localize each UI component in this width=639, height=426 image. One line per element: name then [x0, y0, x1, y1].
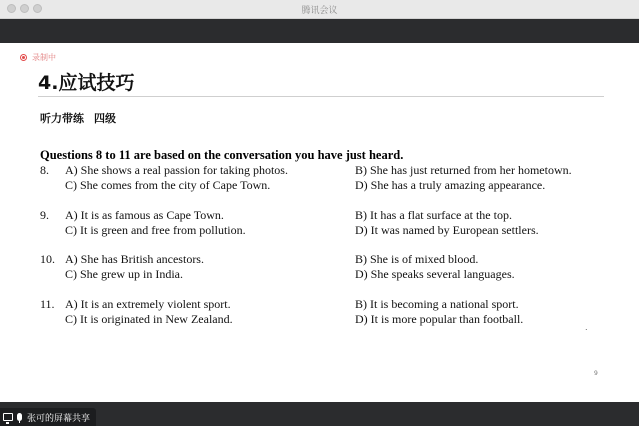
option-b: B) She has just returned from her hometown.: [355, 163, 572, 177]
question-number: 11.: [40, 297, 55, 311]
option-a: A) She has British ancestors.: [65, 252, 204, 266]
microphone-icon: [17, 413, 22, 421]
option-c: C) She comes from the city of Cape Town.: [65, 178, 271, 192]
recording-label: 录制中: [32, 52, 56, 62]
subtitle-text: 听力带练: [40, 112, 84, 125]
option-c: C) It is originated in New Zealand.: [65, 312, 233, 326]
question-number: 9.: [40, 208, 49, 222]
window-titlebar: [0, 0, 639, 19]
option-b: B) It is becoming a national sport.: [355, 297, 519, 311]
meeting-toolbar: [0, 19, 639, 43]
option-b: B) She is of mixed blood.: [355, 252, 479, 266]
screen-share-icon: [3, 413, 13, 421]
option-d: D) It is more popular than football.: [355, 312, 524, 326]
title-divider: [38, 96, 604, 97]
slide-title: 4.应试技巧: [38, 72, 135, 94]
option-b: B) It has a flat surface at the top.: [355, 208, 512, 222]
question-number: 10.: [40, 252, 55, 266]
question-number: 8.: [40, 163, 49, 177]
option-a: A) It is an extremely violent sport.: [65, 297, 231, 311]
screen-share-label: 张可的屏幕共享: [27, 413, 91, 424]
recording-indicator: [20, 51, 56, 63]
level-text: 四级: [94, 112, 116, 125]
option-d: D) She speaks several languages.: [355, 267, 515, 281]
screen-share-indicator[interactable]: [0, 408, 96, 426]
option-d: D) She has a truly amazing appearance.: [355, 178, 546, 192]
option-d: D) It was named by European settlers.: [355, 223, 539, 237]
record-icon: [20, 54, 27, 61]
option-a: A) It is as famous as Cape Town.: [65, 208, 224, 222]
stray-mark: .: [585, 323, 588, 332]
option-c: C) It is green and free from pollution.: [65, 223, 246, 237]
page-number: 9: [594, 370, 598, 377]
questions-heading: Questions 8 to 11 are based on the conversation you have just heard.: [40, 148, 404, 162]
slide-subtitle: [40, 110, 116, 126]
option-a: A) She shows a real passion for taking photos.: [65, 163, 288, 177]
option-c: C) She grew up in India.: [65, 267, 183, 281]
window-title: 腾讯会议: [301, 6, 338, 16]
